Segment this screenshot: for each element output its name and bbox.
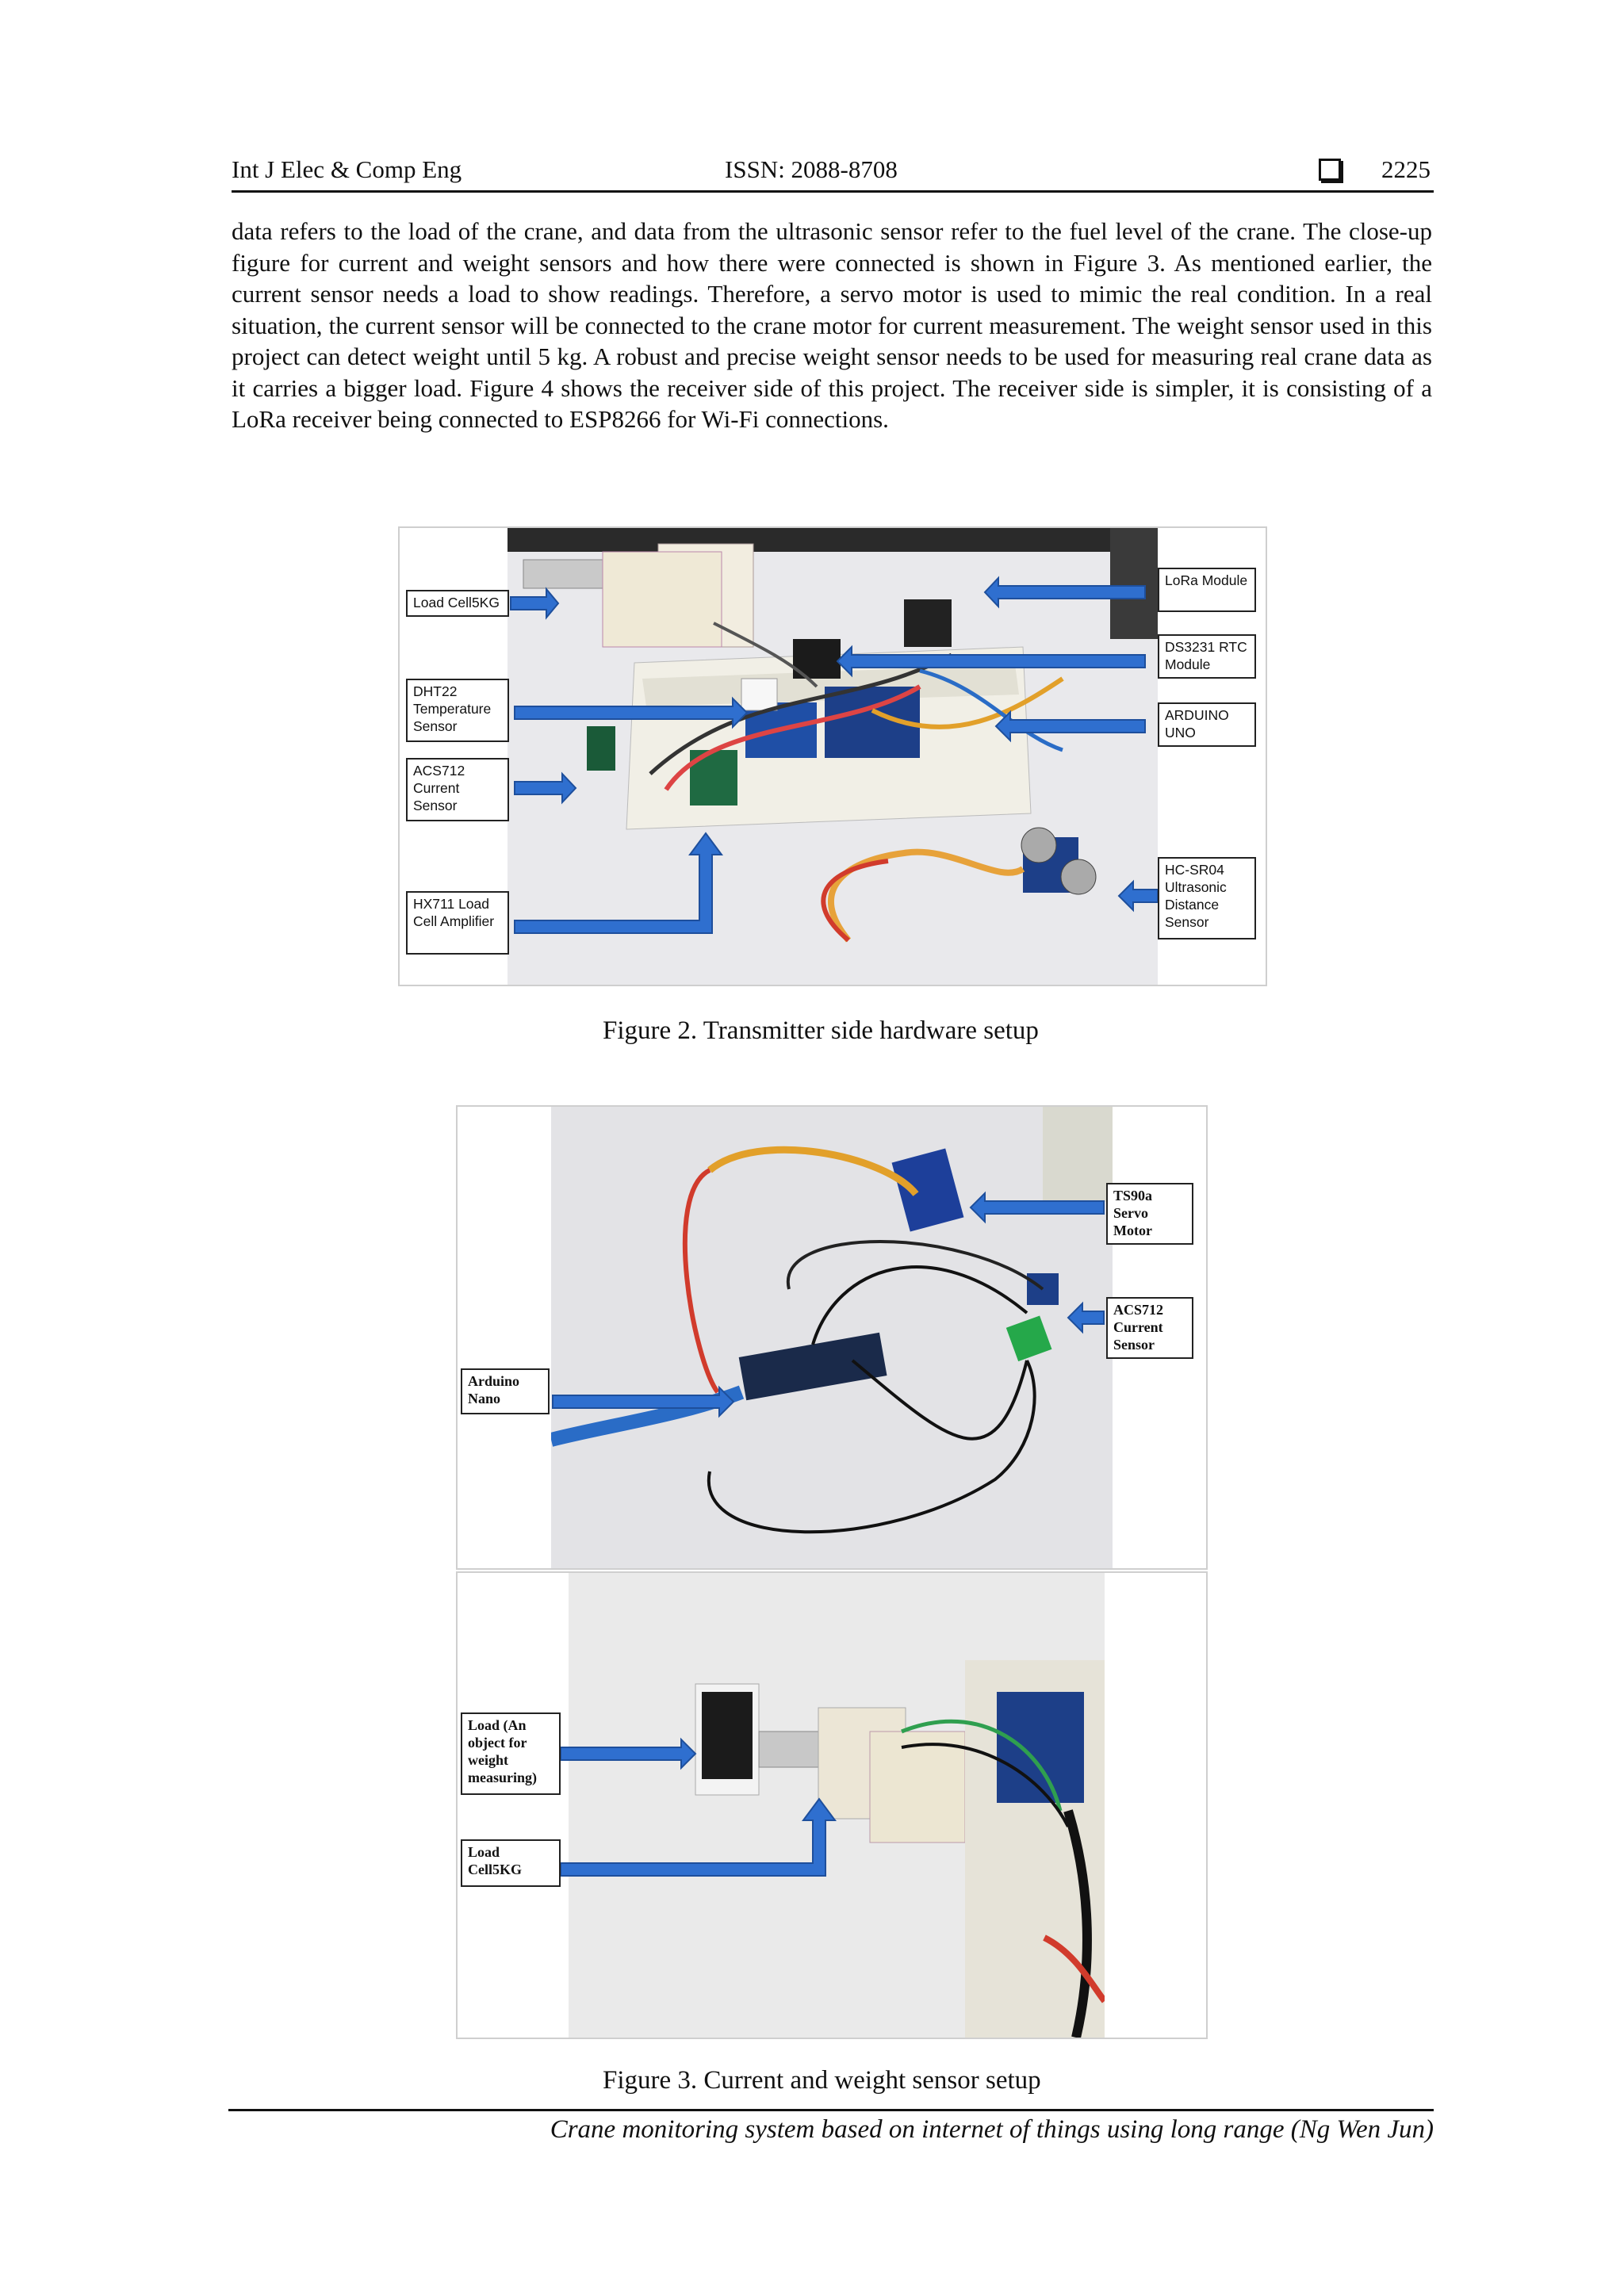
label-arduino: ARDUINO UNO xyxy=(1158,702,1256,747)
label-hx711: HX711 Load Cell Amplifier xyxy=(406,891,509,955)
figure-2-caption: Figure 2. Transmitter side hardware setup xyxy=(603,1016,1039,1045)
figure-3-bottom-photo xyxy=(569,1573,1105,2038)
label-rtc: DS3231 RTC Module xyxy=(1158,634,1256,679)
label-lora: LoRa Module xyxy=(1158,568,1256,612)
label-acs712: ACS712 Current Sensor xyxy=(406,758,509,821)
figure-3-top xyxy=(456,1105,1208,1570)
figure-3-bottom xyxy=(456,1571,1208,2039)
label-load-object: Load (An object for weight measuring) xyxy=(461,1712,561,1795)
figure-2 xyxy=(398,526,1267,986)
issn: ISSN: 2088-8708 xyxy=(725,155,898,183)
transmitter-hardware-illustration xyxy=(508,528,1158,985)
journal-name: Int J Elec & Comp Eng xyxy=(232,155,462,183)
box-bullet-icon xyxy=(1319,159,1341,181)
footer-rule xyxy=(228,2109,1434,2111)
label-load-cell-f3: Load Cell5KG xyxy=(461,1839,561,1887)
label-nano: Arduino Nano xyxy=(461,1368,550,1414)
running-header xyxy=(232,155,1434,193)
label-dht22: DHT22 Temperature Sensor xyxy=(406,679,509,742)
label-servo: TS90a Servo Motor xyxy=(1106,1183,1193,1245)
figure-2-photo xyxy=(508,528,1158,985)
load-weight-illustration xyxy=(569,1573,1105,2038)
label-acs712-f3: ACS712 Current Sensor xyxy=(1106,1297,1193,1359)
body-paragraph: data refers to the load of the crane, and data from the ultrasonic sensor refer to the fuel level of the crane. The close-up figure for current and weight sensors and how there were connected is shown in Figure 3. As mentioned earlier, the current sensor needs a load to show readings. Therefore, a servo motor is used to mimic the real condition. In a real situation, the current sensor will be connected to the crane motor for current measurement. The weight sensor used in this project can detect weight until 5 kg. A robust and precise weight sensor needs to be used for measuring real crane data as it carries a bigger load. Figure 4 shows the receiver side of this project. The receiver side is simpler, it is consisting of a LoRa receiver being connected to ESP8266 for Wi-Fi connections. xyxy=(232,217,1432,433)
label-load-cell: Load Cell5KG xyxy=(406,590,509,617)
figure-3-caption: Figure 3. Current and weight sensor setup xyxy=(603,2066,1041,2095)
figure-3-top-photo xyxy=(551,1107,1113,1568)
page-number: 2225 xyxy=(1381,155,1431,183)
servo-current-illustration xyxy=(551,1107,1113,1568)
label-hcsr04: HC-SR04 Ultrasonic Distance Sensor xyxy=(1158,857,1256,939)
running-footer: Crane monitoring system based on internet of things using long range (Ng Wen Jun) xyxy=(550,2115,1434,2144)
